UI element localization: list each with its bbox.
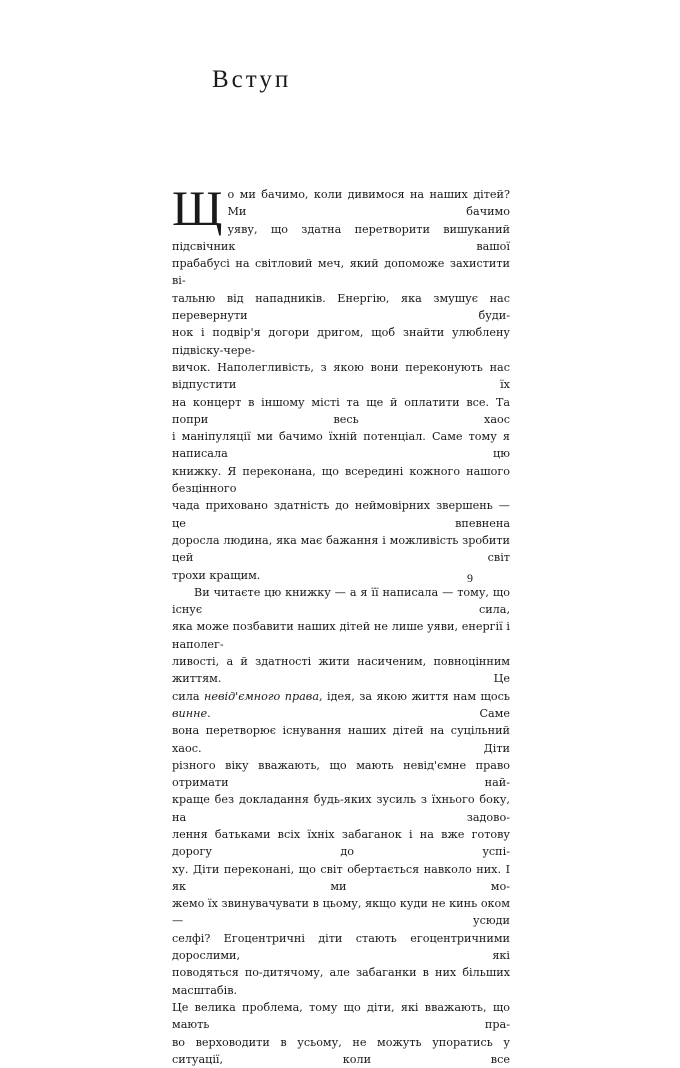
paragraph-1 — [172, 180, 510, 584]
text-line: вичок. Наполегливість, з якою вони переконують нас відпустити їх — [172, 360, 510, 392]
text-line: книжку. Я переконана, що всередині кожного нашого безцінного — [172, 464, 510, 496]
text-line: доросла людина, яка має бажання і можливість зробити цей світ — [172, 533, 510, 565]
page-number: 9 — [467, 571, 473, 585]
text-line: о ми бачимо, коли дивимося на наших дітей? Ми бачимо — [227, 188, 510, 219]
drop-cap: Щ — [172, 180, 223, 236]
text-line: селфі? Егоцентричні діти стають егоцентричними дорослими, які — [172, 931, 510, 963]
text-line: яка може позбавити наших дітей не лише уяви, енергії і наполег- — [172, 620, 510, 651]
text-line: тальню від нападників. Енергію, яка змушує нас перевернути буди- — [172, 291, 510, 323]
text-line: Ви читаєте цю книжку — а я її написала — тому, що існує сила, — [172, 585, 510, 617]
emphasis-term: невід'ємного права — [204, 689, 319, 703]
emphasis-term: винне — [172, 706, 208, 720]
text-line-mixed — [172, 688, 510, 723]
text-line: прабабусі на світловий меч, який допоможе захистити ві- — [172, 257, 510, 288]
text-line: різного віку вважають, що мають невід'ємне право отримати най- — [172, 758, 510, 790]
text-line: краще без докладання будь-яких зусиль з їхнього боку, на задово- — [172, 793, 510, 824]
text-line: лення батьками всіх їхніх забаганок і на вже готову дорогу до успі- — [172, 827, 510, 859]
body-text — [172, 180, 510, 1068]
text-line: трохи кращим. — [172, 568, 261, 582]
text-line: Це велика проблема, тому що діти, які вважають, що мають пра- — [172, 1000, 510, 1032]
text-line: вона перетворює існування наших дітей на суцільний хаос. Діти — [172, 724, 510, 755]
text-line: уяву, що здатна перетворити вишуканий підсвічник вашої — [172, 222, 510, 253]
text-run: . Саме — [207, 706, 510, 720]
chapter-title: Вступ — [212, 66, 292, 93]
paragraph-2 — [172, 584, 510, 1068]
text-line: чада приховано здатність до неймовірних звершень — це впевнена — [172, 499, 510, 530]
text-line: нок і подвір'я догори дригом, щоб знайти улюблену підвіску-чере- — [172, 326, 510, 357]
text-line: во верховодити в усьому, не можуть упоратись у ситуації, коли все — [172, 1035, 510, 1066]
text-line: і маніпуляції ми бачимо їхній потенціал. Саме тому я написала цю — [172, 430, 510, 461]
text-line: на концерт в іншому місті та ще й оплатити все. Та попри весь хаос — [172, 395, 510, 426]
text-run: сила — [172, 689, 204, 703]
text-line: поводяться по-дитячому, але забаганки в них більших масштабів. — [172, 966, 510, 997]
text-line: жемо їх звинувачувати в цьому, якщо куди не кинь оком — усюди — [172, 897, 510, 928]
text-line: ху. Діти переконані, що світ обертається навколо них. І як ми мо- — [172, 862, 510, 893]
text-line: ливості, а й здатності жити насиченим, повноцінним життям. Це — [172, 655, 510, 686]
text-run: , ідея, за якою життя нам щось — [319, 689, 510, 703]
